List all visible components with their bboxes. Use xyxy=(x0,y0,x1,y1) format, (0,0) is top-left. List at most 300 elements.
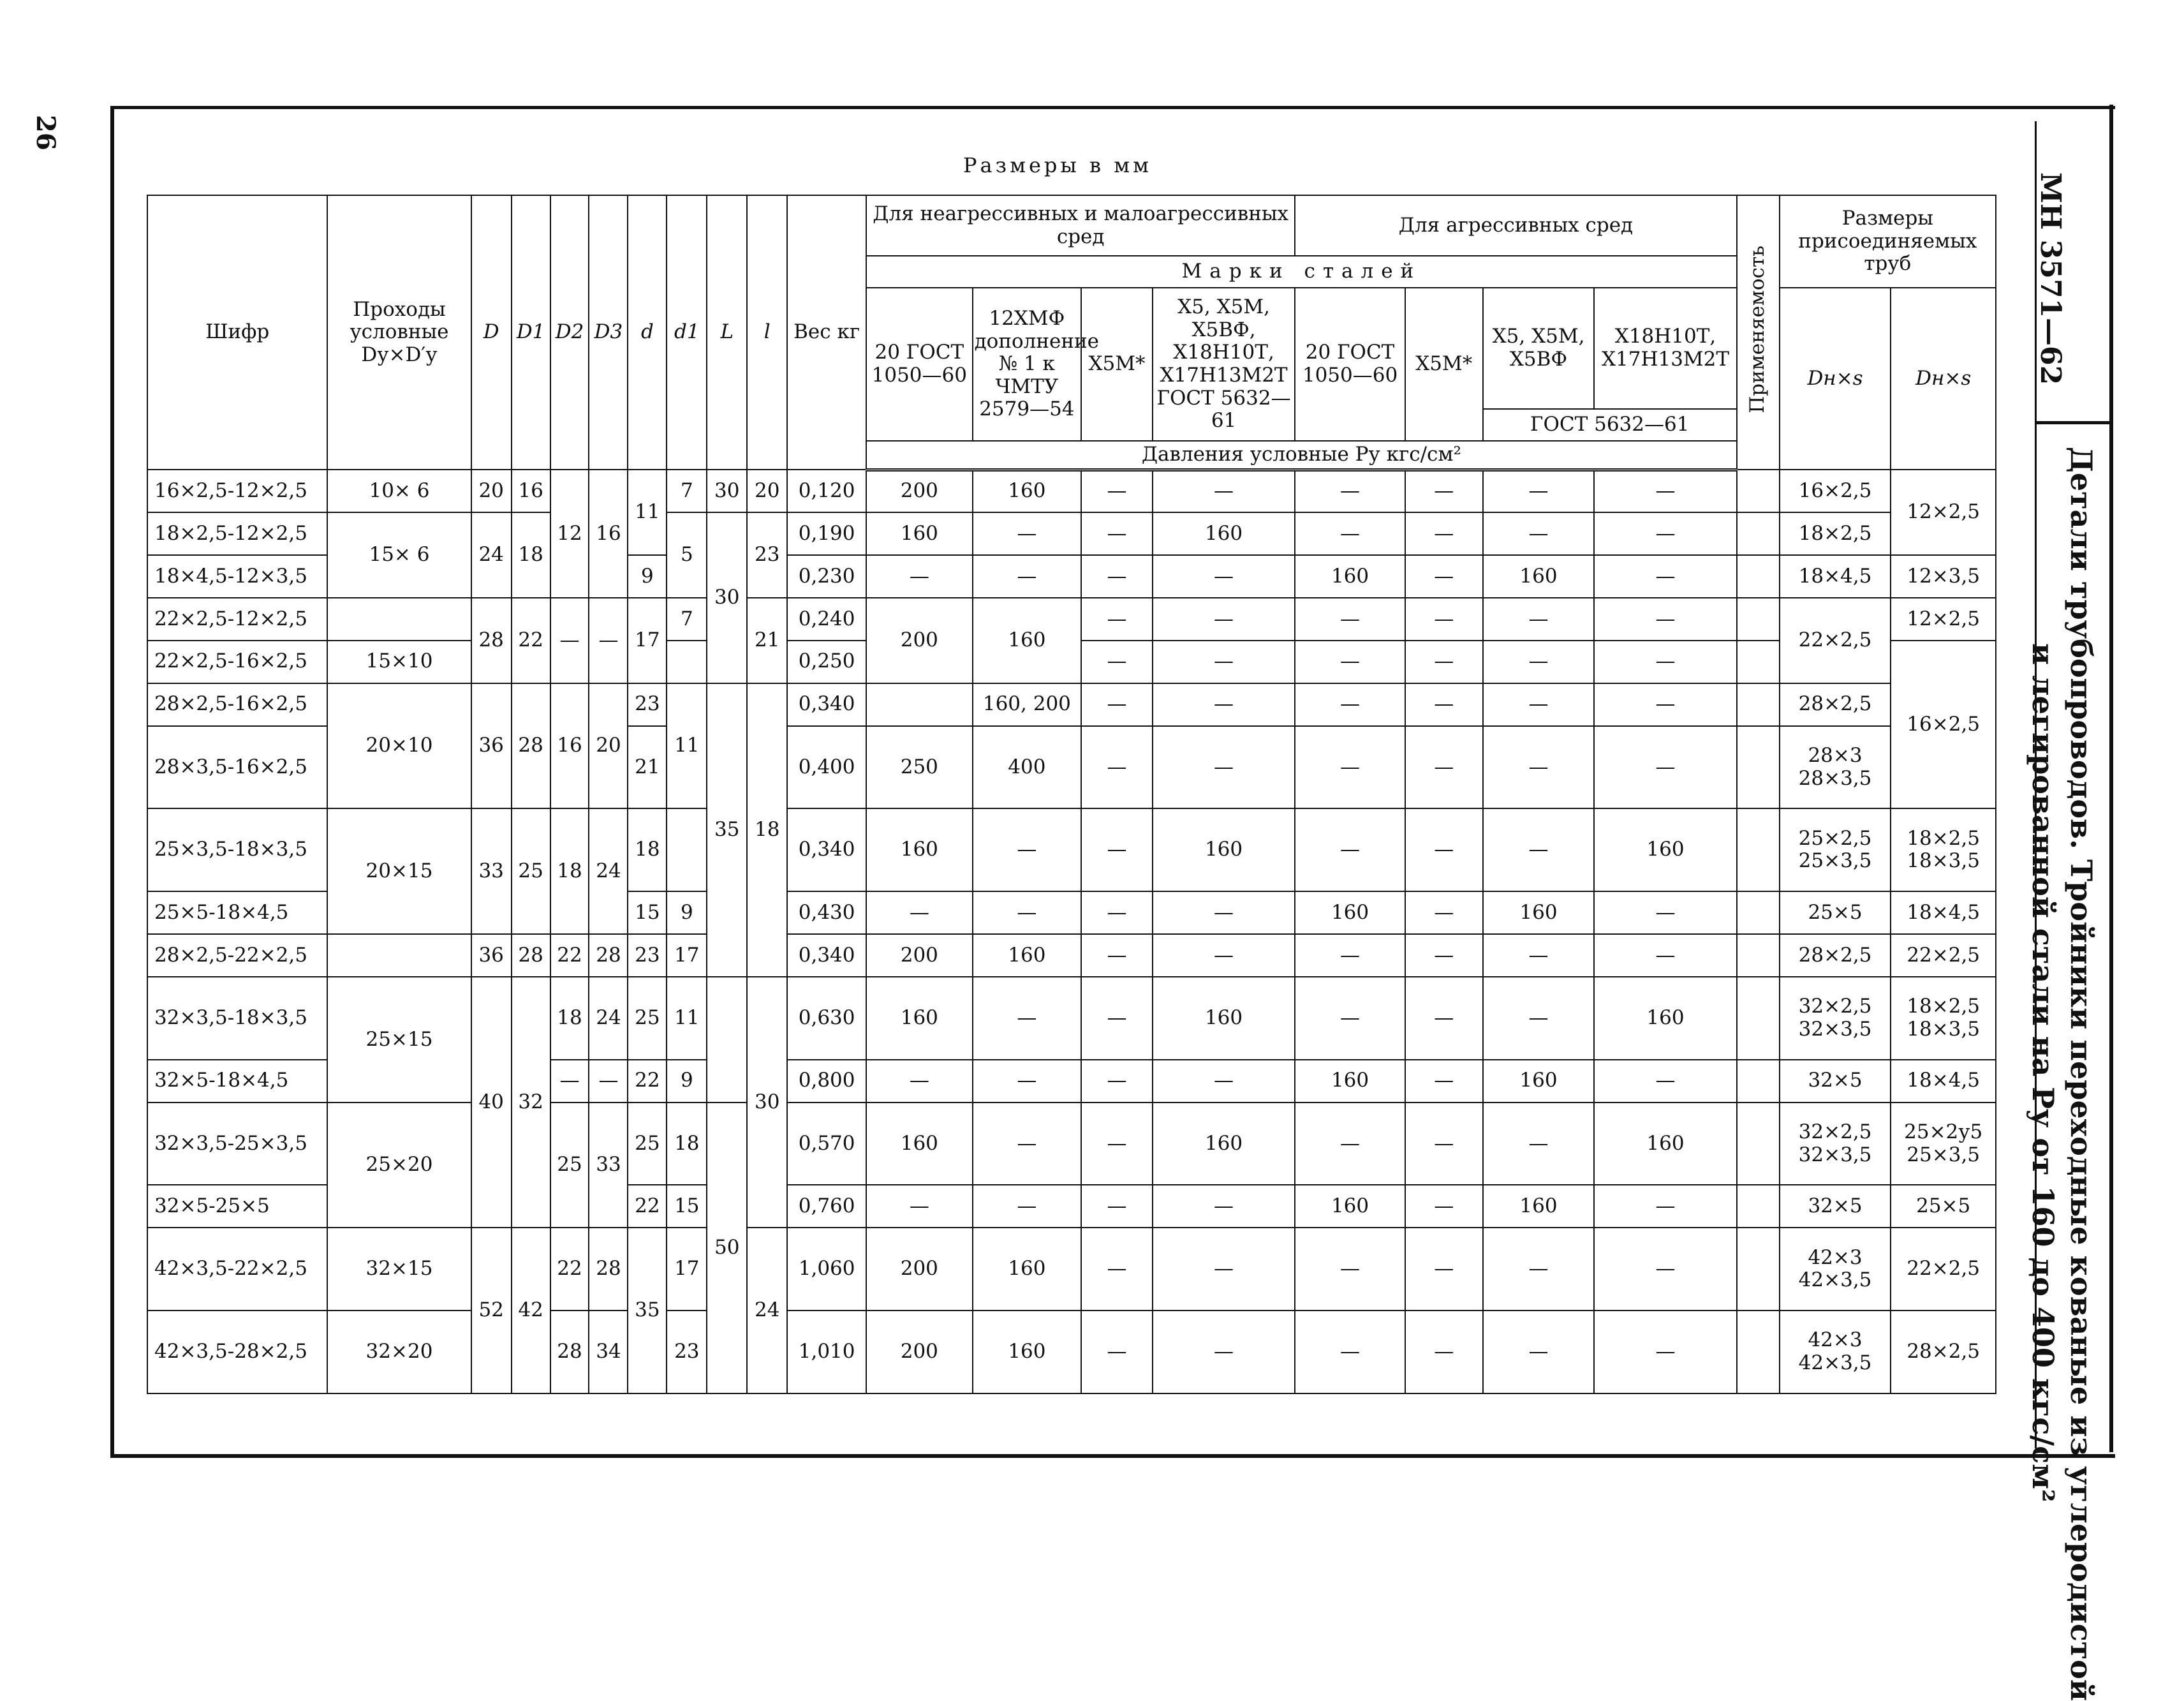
pressure-cell: — xyxy=(1594,470,1736,512)
pressure-cell: 160 xyxy=(1594,1103,1736,1185)
pressure-cell: — xyxy=(1594,726,1736,809)
pipe-branch-cell: 16×2,5 xyxy=(1891,641,1996,809)
pressure-cell: 160 xyxy=(866,808,973,891)
header-passage: Проходы условные Dу×D′у xyxy=(327,195,471,470)
pipe-branch-cell: 25×5 xyxy=(1891,1185,1996,1228)
header-l: l xyxy=(747,195,787,470)
pressure-cell: — xyxy=(1081,977,1153,1060)
dim-d: 18 xyxy=(628,808,667,891)
pressure-cell: 200 xyxy=(866,934,973,977)
pressure-cell: — xyxy=(1153,1060,1295,1103)
pipe-branch-cell: 18×4,5 xyxy=(1891,1060,1996,1103)
pressure-cell: — xyxy=(1153,1311,1295,1393)
pressure-cell: — xyxy=(973,1060,1082,1103)
pressure-cell: 200 xyxy=(866,1228,973,1311)
dim-d: 35 xyxy=(628,1228,667,1393)
row-code: 32×5-18×4,5 xyxy=(147,1060,327,1103)
header-D3: D3 xyxy=(589,195,628,470)
pressure-cell: — xyxy=(1081,683,1153,726)
row-code: 42×3,5-22×2,5 xyxy=(147,1228,327,1311)
pressure-cell: — xyxy=(1405,934,1483,977)
dim-d1: 18 xyxy=(667,1103,707,1185)
pressure-cell: — xyxy=(1483,977,1595,1060)
pressure-cell: — xyxy=(1483,683,1595,726)
pressure-cell: — xyxy=(1594,1311,1736,1393)
pipe-main-cell: 32×2,5 32×3,5 xyxy=(1780,1103,1891,1185)
pressure-cell: — xyxy=(1295,808,1405,891)
dim-D1: 25 xyxy=(512,808,550,934)
dim-d1: 15 xyxy=(667,1185,707,1228)
pressure-cell: — xyxy=(1153,555,1295,598)
weight-cell: 1,010 xyxy=(787,1311,866,1393)
pipe-main-cell: 42×3 42×3,5 xyxy=(1780,1311,1891,1393)
dim-D3: 24 xyxy=(589,977,628,1060)
weight-cell: 0,340 xyxy=(787,808,866,891)
page-number: 26 xyxy=(31,115,61,151)
header-weight: Вес кг xyxy=(787,195,866,470)
pressure-cell: — xyxy=(1081,726,1153,809)
pressure-cell: — xyxy=(1483,726,1595,809)
header-steel-x5-group: Х5, Х5М, Х5ВФ, Х18Н10Т, Х17Н13М2Т ГОСТ 5632—61 xyxy=(1153,288,1295,441)
pressure-cell: — xyxy=(1594,598,1736,641)
pressure-cell: — xyxy=(973,1103,1082,1185)
dim-d: 22 xyxy=(628,1185,667,1228)
dim-d1: 11 xyxy=(667,977,707,1060)
header-pressure: Давления условные Pу кгс/см² xyxy=(866,441,1737,470)
pressure-cell: — xyxy=(1405,726,1483,809)
dim-d1: 11 xyxy=(667,683,707,809)
dim-d: 25 xyxy=(628,1103,667,1185)
pressure-cell: — xyxy=(1483,512,1595,555)
dim-D1: 32 xyxy=(512,977,550,1228)
header-D2: D2 xyxy=(550,195,589,470)
pressure-cell: — xyxy=(1483,1311,1595,1393)
pressure-cell: — xyxy=(1153,1228,1295,1311)
dim-d: 11 xyxy=(628,470,667,555)
pressure-cell: — xyxy=(1081,808,1153,891)
dim-D3: 34 xyxy=(589,1311,628,1393)
pressure-cell: 160 xyxy=(973,470,1082,512)
pressure-cell: — xyxy=(1081,555,1153,598)
pipe-branch-cell: 12×2,5 xyxy=(1891,598,1996,641)
pipe-main-cell: 22×2,5 xyxy=(1780,598,1891,683)
pressure-cell: — xyxy=(1153,598,1295,641)
weight-cell: 0,340 xyxy=(787,683,866,726)
pipe-branch-cell: 12×2,5 xyxy=(1891,470,1996,555)
row-code: 32×3,5-18×3,5 xyxy=(147,977,327,1060)
dim-d1: 7 xyxy=(667,598,707,641)
passage-cell: 15× 6 xyxy=(327,512,471,598)
header-steel-grades: Марки сталей xyxy=(866,256,1737,288)
usage-cell xyxy=(1737,683,1780,726)
pressure-cell: — xyxy=(1405,977,1483,1060)
usage-cell xyxy=(1737,934,1780,977)
header-code: Шифр xyxy=(147,195,327,470)
dim-D: 24 xyxy=(471,512,512,598)
header-steel-x5m-aggr: Х5М* xyxy=(1405,288,1483,441)
header-dn-s-main: Dн×s xyxy=(1780,288,1891,470)
dim-D2: 18 xyxy=(550,977,589,1060)
header-d1: d1 xyxy=(667,195,707,470)
header-steel-20: 20 ГОСТ 1050—60 xyxy=(866,288,973,441)
pressure-cell: — xyxy=(1081,1311,1153,1393)
document-title-line-2: и легированной стали на Pу от 160 до 400 кгс/см² xyxy=(2026,643,2060,1503)
pipe-main-cell: 32×2,5 32×3,5 xyxy=(1780,977,1891,1060)
pressure-cell: — xyxy=(1405,598,1483,641)
pressure-cell: — xyxy=(1081,470,1153,512)
dim-d1 xyxy=(667,808,707,891)
passage-cell: 25×20 xyxy=(327,1103,471,1228)
dim-d1: 9 xyxy=(667,891,707,934)
pipe-main-cell: 42×3 42×3,5 xyxy=(1780,1228,1891,1311)
pressure-cell: 200 xyxy=(866,470,973,512)
document-code: МН 3571—62 xyxy=(2034,172,2067,385)
dim-L: 50 xyxy=(707,1103,747,1393)
pressure-cell: — xyxy=(1081,641,1153,683)
pressure-cell: — xyxy=(1295,934,1405,977)
pressure-cell: — xyxy=(973,1185,1082,1228)
pipe-main-cell: 32×5 xyxy=(1780,1060,1891,1103)
weight-cell: 0,760 xyxy=(787,1185,866,1228)
pressure-cell: 160 xyxy=(973,1228,1082,1311)
dim-D2: — xyxy=(550,1060,589,1103)
dim-D1: 28 xyxy=(512,934,550,977)
passage-cell: 20×15 xyxy=(327,808,471,934)
pipe-main-cell: 28×2,5 xyxy=(1780,683,1891,726)
row-code: 32×5-25×5 xyxy=(147,1185,327,1228)
row-code: 22×2,5-12×2,5 xyxy=(147,598,327,641)
dim-D: 28 xyxy=(471,598,512,683)
header-steel-20-aggr: 20 ГОСТ 1050—60 xyxy=(1295,288,1405,441)
pipe-main-cell: 16×2,5 xyxy=(1780,470,1891,512)
pressure-cell: — xyxy=(1081,1103,1153,1185)
pressure-cell: — xyxy=(866,1185,973,1228)
dim-D3: 28 xyxy=(589,934,628,977)
dim-d: 25 xyxy=(628,977,667,1060)
weight-cell: 0,120 xyxy=(787,470,866,512)
pipe-branch-cell: 22×2,5 xyxy=(1891,934,1996,977)
pressure-cell: — xyxy=(1153,934,1295,977)
dim-D3: 28 xyxy=(589,1228,628,1311)
row-code: 32×3,5-25×3,5 xyxy=(147,1103,327,1185)
pressure-cell: — xyxy=(1405,512,1483,555)
weight-cell: 0,190 xyxy=(787,512,866,555)
weight-cell: 0,800 xyxy=(787,1060,866,1103)
usage-cell xyxy=(1737,1311,1780,1393)
pipe-main-cell: 25×5 xyxy=(1780,891,1891,934)
passage-cell: 32×15 xyxy=(327,1228,471,1311)
pressure-cell: 160 xyxy=(1295,555,1405,598)
pressure-cell: — xyxy=(1594,555,1736,598)
pressure-cell: — xyxy=(1295,1103,1405,1185)
pressure-cell: — xyxy=(1295,726,1405,809)
usage-cell xyxy=(1737,891,1780,934)
header-group-aggressive: Для агрессивных сред xyxy=(1295,195,1736,256)
dim-D3: 24 xyxy=(589,808,628,934)
dim-l: 23 xyxy=(747,512,787,598)
dim-d1: 7 xyxy=(667,470,707,512)
document-title-line-1: Детали трубопроводов. Тройники переходные кованые из углеродистой xyxy=(2064,447,2099,1701)
pressure-cell: — xyxy=(1594,641,1736,683)
pipe-main-cell: 32×5 xyxy=(1780,1185,1891,1228)
row-code: 42×3,5-28×2,5 xyxy=(147,1311,327,1393)
pressure-cell: — xyxy=(1483,641,1595,683)
dim-D1: 42 xyxy=(512,1228,550,1393)
usage-cell xyxy=(1737,641,1780,683)
dim-D3: 33 xyxy=(589,1103,628,1228)
dim-L xyxy=(707,977,747,1103)
dim-L: 35 xyxy=(707,683,747,977)
pipe-main-cell: 28×2,5 xyxy=(1780,934,1891,977)
pipe-branch-cell: 25×2у5 25×3,5 xyxy=(1891,1103,1996,1185)
dim-D: 36 xyxy=(471,683,512,809)
pipe-main-cell: 28×3 28×3,5 xyxy=(1780,726,1891,809)
dim-l: 20 xyxy=(747,470,787,512)
dim-l: 21 xyxy=(747,598,787,683)
title-panel-divider xyxy=(2035,421,2109,424)
row-code: 18×2,5-12×2,5 xyxy=(147,512,327,555)
dim-D2: — xyxy=(550,598,589,683)
header-steel-x5-x5vf: Х5, Х5М, Х5ВФ xyxy=(1483,288,1595,409)
dim-d1: 23 xyxy=(667,1311,707,1393)
pressure-cell: 160 xyxy=(1483,1185,1595,1228)
pressure-cell: 160 xyxy=(1483,555,1595,598)
row-code: 18×4,5-12×3,5 xyxy=(147,555,327,598)
pressure-cell: — xyxy=(1081,1228,1153,1311)
pressure-cell: — xyxy=(1405,641,1483,683)
pressure-cell: — xyxy=(973,891,1082,934)
pressure-cell: — xyxy=(1153,641,1295,683)
pressure-cell: — xyxy=(1483,808,1595,891)
passage-cell: 25×15 xyxy=(327,977,471,1103)
pressure-cell: — xyxy=(973,977,1082,1060)
row-code: 16×2,5-12×2,5 xyxy=(147,470,327,512)
pressure-cell: — xyxy=(1405,683,1483,726)
weight-cell: 0,400 xyxy=(787,726,866,809)
dim-D3: 16 xyxy=(589,470,628,598)
pressure-cell: — xyxy=(1594,1060,1736,1103)
pressure-cell: — xyxy=(1483,1103,1595,1185)
passage-cell: 32×20 xyxy=(327,1311,471,1393)
pressure-cell: — xyxy=(1405,1185,1483,1228)
usage-cell xyxy=(1737,512,1780,555)
dim-D3: — xyxy=(589,1060,628,1103)
pressure-cell: — xyxy=(866,1060,973,1103)
pressure-cell: 250 xyxy=(866,726,973,809)
header-D: D xyxy=(471,195,512,470)
pressure-cell: 160 xyxy=(1295,891,1405,934)
dim-d: 23 xyxy=(628,934,667,977)
header-steel-x5m: Х5М* xyxy=(1081,288,1153,441)
pressure-cell: 160 xyxy=(973,1311,1082,1393)
pressure-cell: — xyxy=(1153,470,1295,512)
pipe-branch-cell: 22×2,5 xyxy=(1891,1228,1996,1311)
pressure-cell: — xyxy=(1081,598,1153,641)
pressure-cell: 160 xyxy=(973,598,1082,683)
header-L: L xyxy=(707,195,747,470)
weight-cell: 0,570 xyxy=(787,1103,866,1185)
pressure-cell: — xyxy=(1153,891,1295,934)
header-D1: D1 xyxy=(512,195,550,470)
pressure-cell: 160, 200 xyxy=(973,683,1082,726)
usage-cell xyxy=(1737,598,1780,641)
passage-cell xyxy=(327,934,471,977)
dim-D1: 18 xyxy=(512,512,550,598)
pressure-cell: — xyxy=(1594,512,1736,555)
pressure-cell: — xyxy=(1295,1311,1405,1393)
passage-cell xyxy=(327,598,471,641)
dim-D: 52 xyxy=(471,1228,512,1393)
header-steel-12xmf: 12ХМФ дополнение № 1 к ЧМТУ 2579—54 xyxy=(973,288,1082,441)
dim-d: 17 xyxy=(628,598,667,683)
dim-D: 40 xyxy=(471,977,512,1228)
pipe-branch-cell: 28×2,5 xyxy=(1891,1311,1996,1393)
pressure-cell: — xyxy=(973,512,1082,555)
usage-cell xyxy=(1737,1060,1780,1103)
usage-cell xyxy=(1737,1103,1780,1185)
row-code: 25×5-18×4,5 xyxy=(147,891,327,934)
pressure-cell: 160 xyxy=(1295,1185,1405,1228)
pressure-cell: 400 xyxy=(973,726,1082,809)
pressure-cell: — xyxy=(1483,598,1595,641)
row-code: 28×2,5-16×2,5 xyxy=(147,683,327,726)
dim-D: 33 xyxy=(471,808,512,934)
pressure-cell: — xyxy=(1295,598,1405,641)
usage-cell xyxy=(1737,808,1780,891)
pressure-cell: — xyxy=(1295,1228,1405,1311)
pressure-cell: 160 xyxy=(1483,891,1595,934)
pressure-cell: — xyxy=(1295,977,1405,1060)
table-caption: Размеры в мм xyxy=(963,153,1152,177)
pressure-cell: 160 xyxy=(1153,512,1295,555)
pressure-cell: — xyxy=(1405,1228,1483,1311)
pressure-cell: — xyxy=(1153,1185,1295,1228)
header-dn-s-branch: Dн×s xyxy=(1891,288,1996,470)
pressure-cell: — xyxy=(866,891,973,934)
weight-cell: 0,430 xyxy=(787,891,866,934)
usage-cell xyxy=(1737,555,1780,598)
pressure-cell: 160 xyxy=(1153,808,1295,891)
dim-d: 21 xyxy=(628,726,667,809)
dim-d: 23 xyxy=(628,683,667,726)
pressure-cell: — xyxy=(1405,1311,1483,1393)
pressure-cell: — xyxy=(1405,891,1483,934)
weight-cell: 1,060 xyxy=(787,1228,866,1311)
header-steel-x18: Х18Н10Т, Х17Н13М2Т xyxy=(1594,288,1736,409)
pressure-cell: — xyxy=(1594,683,1736,726)
dim-D2: 22 xyxy=(550,934,589,977)
pressure-cell: — xyxy=(1081,1060,1153,1103)
pressure-cell xyxy=(866,683,973,726)
pressure-cell: 160 xyxy=(1295,1060,1405,1103)
dim-D2: 22 xyxy=(550,1228,589,1311)
pressure-cell: — xyxy=(1295,512,1405,555)
pressure-cell: 200 xyxy=(866,598,973,683)
passage-cell: 20×10 xyxy=(327,683,471,809)
dim-d: 22 xyxy=(628,1060,667,1103)
pipe-branch-cell: 18×2,5 18×3,5 xyxy=(1891,977,1996,1060)
pressure-cell: — xyxy=(973,808,1082,891)
pressure-cell: 200 xyxy=(866,1311,973,1393)
pressure-cell: — xyxy=(1081,891,1153,934)
pipe-branch-cell: 18×2,5 18×3,5 xyxy=(1891,808,1996,891)
dim-D2: 16 xyxy=(550,683,589,809)
dim-D1: 16 xyxy=(512,470,550,512)
weight-cell: 0,630 xyxy=(787,977,866,1060)
row-code: 22×2,5-16×2,5 xyxy=(147,641,327,683)
row-code: 28×2,5-22×2,5 xyxy=(147,934,327,977)
header-d: d xyxy=(628,195,667,470)
pressure-cell: — xyxy=(1594,1228,1736,1311)
pressure-cell: — xyxy=(973,555,1082,598)
pipe-main-cell: 25×2,5 25×3,5 xyxy=(1780,808,1891,891)
pressure-cell: 160 xyxy=(973,934,1082,977)
dim-d1: 17 xyxy=(667,1228,707,1311)
header-gost-5632: ГОСТ 5632—61 xyxy=(1483,409,1737,441)
usage-cell xyxy=(1737,977,1780,1060)
pressure-cell: — xyxy=(1405,1060,1483,1103)
pressure-cell: 160 xyxy=(1153,977,1295,1060)
dim-D3: — xyxy=(589,598,628,683)
dim-D: 20 xyxy=(471,470,512,512)
pressure-cell: — xyxy=(1483,1228,1595,1311)
dim-D3: 20 xyxy=(589,683,628,809)
passage-cell: 15×10 xyxy=(327,641,471,683)
pressure-cell: 160 xyxy=(1594,808,1736,891)
pressure-cell: 160 xyxy=(1594,977,1736,1060)
pressure-cell: — xyxy=(1081,512,1153,555)
dim-d1 xyxy=(667,641,707,683)
pressure-cell: 160 xyxy=(1153,1103,1295,1185)
pressure-cell: 160 xyxy=(866,977,973,1060)
row-code: 25×3,5-18×3,5 xyxy=(147,808,327,891)
weight-cell: 0,230 xyxy=(787,555,866,598)
dim-D: 36 xyxy=(471,934,512,977)
pressure-cell: — xyxy=(1594,891,1736,934)
pressure-cell: — xyxy=(1594,1185,1736,1228)
dim-d1: 9 xyxy=(667,1060,707,1103)
pressure-cell: — xyxy=(1405,555,1483,598)
pressure-cell: — xyxy=(1405,470,1483,512)
dimensions-table xyxy=(147,195,1996,1394)
pressure-cell: — xyxy=(1295,641,1405,683)
pressure-cell: — xyxy=(1081,1185,1153,1228)
pressure-cell: — xyxy=(1295,470,1405,512)
pipe-main-cell: 18×2,5 xyxy=(1780,512,1891,555)
pressure-cell: — xyxy=(1153,683,1295,726)
dim-D2: 12 xyxy=(550,470,589,598)
dim-l: 18 xyxy=(747,683,787,977)
dim-L: 30 xyxy=(707,470,747,512)
pressure-cell: — xyxy=(1153,726,1295,809)
dim-l: 24 xyxy=(747,1228,787,1393)
dim-D2: 18 xyxy=(550,808,589,934)
usage-cell xyxy=(1737,470,1780,512)
weight-cell: 0,340 xyxy=(787,934,866,977)
usage-cell xyxy=(1737,1228,1780,1311)
pressure-cell: — xyxy=(866,555,973,598)
header-usage: Применяемость xyxy=(1737,195,1780,470)
pipe-branch-cell: 12×3,5 xyxy=(1891,555,1996,598)
pressure-cell: — xyxy=(1483,934,1595,977)
dim-l: 30 xyxy=(747,977,787,1228)
dim-d: 9 xyxy=(628,555,667,598)
pipe-branch-cell: 18×4,5 xyxy=(1891,891,1996,934)
pressure-cell: 160 xyxy=(1483,1060,1595,1103)
pressure-cell: 160 xyxy=(866,1103,973,1185)
row-code: 28×3,5-16×2,5 xyxy=(147,726,327,809)
dim-D2: 28 xyxy=(550,1311,589,1393)
